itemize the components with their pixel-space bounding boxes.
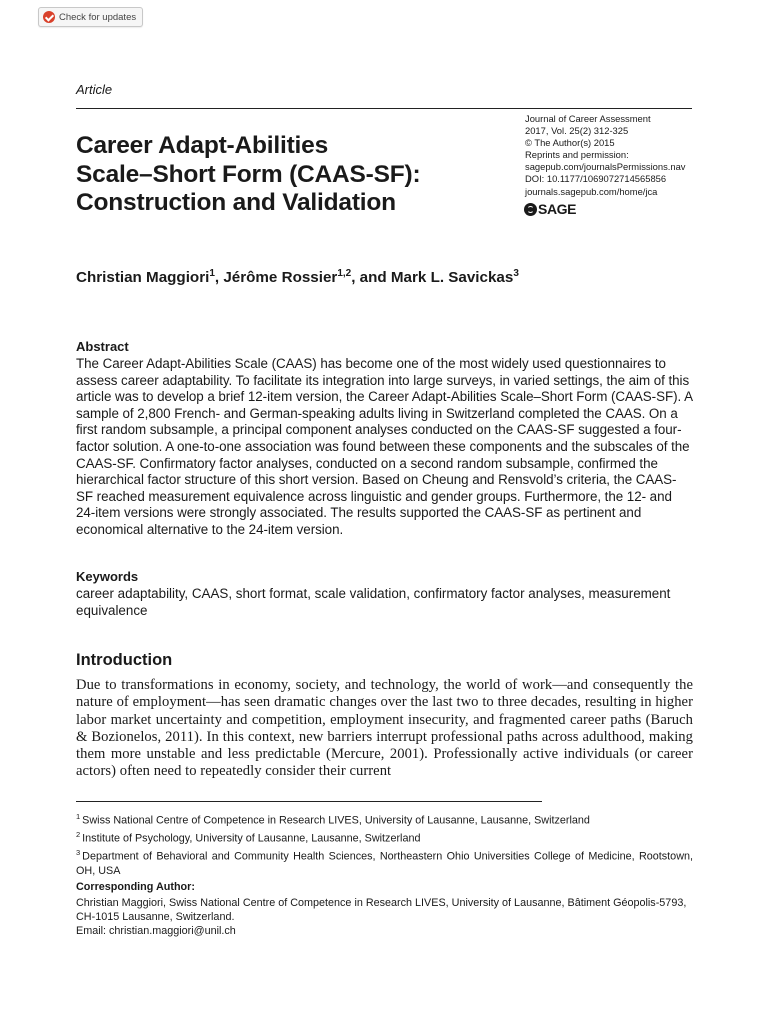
journal-homepage-link[interactable]: journals.sagepub.com/home/jca — [525, 185, 658, 197]
corresponding-author-heading: Corresponding Author: — [76, 881, 195, 893]
check-for-updates-label: Check for updates — [59, 11, 137, 23]
footnote-number: 2 — [76, 830, 81, 839]
author-name: Christian Maggiori — [76, 269, 210, 287]
footnote-rule — [76, 801, 542, 802]
keywords-text: career adaptability, CAAS, short format, scale validation, confirmatory factor analyses, measurement equivalence — [76, 586, 671, 618]
author-affiliation-mark: 1 — [209, 268, 215, 279]
author-list — [76, 268, 519, 286]
footnote-text: Institute of Psychology, University of Lausanne, Lausanne, Switzerland — [82, 832, 421, 845]
abstract-heading: Abstract — [76, 339, 129, 354]
footnote — [76, 828, 693, 846]
title-line: Construction and Validation — [76, 189, 396, 216]
check-for-updates-button[interactable] — [38, 7, 143, 27]
article-title — [76, 132, 496, 218]
footnote — [76, 846, 693, 878]
sage-logo-icon — [524, 203, 537, 216]
header-rule — [76, 108, 692, 109]
footnote-text: Swiss National Centre of Competence in Research LIVES, University of Lausanne, Lausanne, Switzerland — [82, 814, 590, 827]
author-name: Mark L. Savickas — [390, 269, 514, 287]
author-separator: , and — [351, 269, 391, 287]
journal-volume: 2017, Vol. 25(2) 312-325 — [525, 125, 629, 137]
author-affiliation-mark: 1,2 — [337, 268, 352, 279]
keywords-heading: Keywords — [76, 569, 139, 584]
corresponding-author-details — [76, 896, 693, 938]
check-updates-icon — [43, 11, 55, 23]
footnote-number: 3 — [76, 848, 81, 857]
footnotes — [76, 810, 693, 878]
author-affiliation-mark: 3 — [513, 268, 519, 279]
journal-name: Journal of Career Assessment — [525, 113, 651, 124]
introduction-text: Due to transformations in economy, society, and technology, the world of work—and consequently the nature of employment—has seen dramatic changes over the last two to three decades, resulting in higher labor market uncertainty and competition, employment insecurity, and fragmented career paths (Baruch & Bozionelos, 2011). In this context, new barriers interrupt professional paths across adulthood, making them more unstable and less predictable (Mercure, 2001). Professionally active individuals (or career actors) often need to repeatedly consider their current — [76, 677, 693, 780]
journal-info — [525, 113, 686, 198]
author-separator: , — [214, 269, 224, 287]
author-name: Jérôme Rossier — [223, 269, 338, 287]
title-line: Scale–Short Form (CAAS-SF): — [76, 160, 421, 188]
footnote-text: Department of Behavioral and Community Health Sciences, Northeastern Ohio Universities College of Medicine, Rootstown, OH, USA — [76, 850, 693, 877]
journal-copyright: © The Author(s) 2015 — [525, 137, 615, 149]
footnote-number: 1 — [76, 812, 81, 821]
sage-logo — [524, 201, 576, 217]
article-type-label: Article — [76, 82, 113, 97]
journal-reprints-link[interactable]: sagepub.com/journalsPermissions.nav — [525, 161, 686, 173]
corresponding-author-address: Christian Maggiori, Swiss National Centre of Competence in Research LIVES, University of Lausanne, Bâtiment Géopolis-5793, CH-1015 Lausanne, Switzerland. — [76, 897, 687, 923]
sage-logo-text: SAGE — [538, 201, 577, 217]
journal-doi[interactable]: DOI: 10.1177/1069072714565856 — [525, 173, 667, 185]
abstract-text: The Career Adapt-Abilities Scale (CAAS) has become one of the most widely used questionnaires to assess career adaptability. To facilitate its integration into large surveys, in varied settings, the aim of this article was to develop a brief 12-item version, the Career Adapt-Abilities Scale–Short Form (CAAS-SF). A sample of 2,800 French- and German-speaking adults living in Switzerland completed the CAAS. On a first random subsample, a principal component analyses conducted on the CAAS-SF suggested a four-factor solution. A one-to-one association was found between these components and the subscales of the CAAS-SF. Confirmatory factor analyses, conducted on a second random subsample, confirmed the hierarchical factor structure of this short version. Based on Cheung and Rensvold’s criteria, the CAAS-SF reached measurement equivalence across linguistic and gender groups. Furthermore, the 12- and 24-item versions were strongly associated. The results supported the CAAS-SF as pertinent and economical alternative to the 24-item version. — [76, 356, 693, 537]
corresponding-author-email[interactable]: Email: christian.maggiori@unil.ch — [76, 925, 236, 937]
footnote — [76, 810, 693, 828]
introduction-heading: Introduction — [76, 651, 173, 669]
journal-reprints: Reprints and permission: — [525, 149, 629, 161]
title-line: Career Adapt-Abilities — [76, 132, 329, 159]
